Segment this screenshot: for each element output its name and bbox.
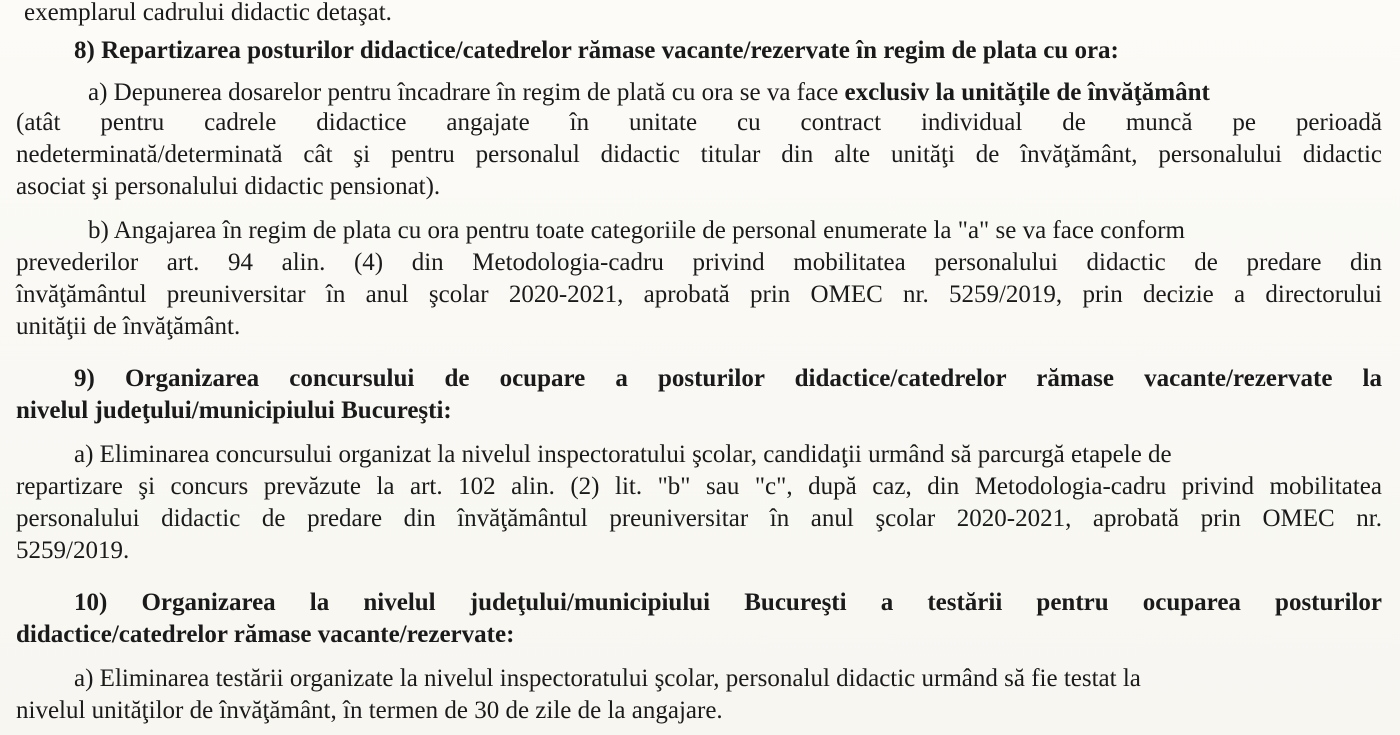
section-9-heading-continued: nivelul judeţului/municipiului Bucureşti: <box>16 397 452 424</box>
section-8-a-text: a) Depunerea dosarelor pentru încadrare în regim de plată cu ora se va face <box>88 79 845 106</box>
section-10-a-line-1: a) Eliminarea testării organizate la nivelul inspectoratului şcolar, personalul didactic urmând să fie testat la <box>74 665 1141 692</box>
text-line: nivelul unităţilor de învăţământ, în termen de 30 de zile de la angajare. <box>16 697 723 724</box>
section-8-b-line-1: b) Angajarea în regim de plata cu ora pentru toate categoriile de personal enumerate la "a" se va face conform <box>88 217 1185 244</box>
section-10-heading-continued: didactice/catedrelor rămase vacante/rezervate: <box>16 621 515 648</box>
text-line: asociat şi personalului didactic pensionat). <box>16 173 441 200</box>
text-line: personalului didactic de predare din învăţământul preuniversitar în anul şcolar 2020-2021, aprobată prin OMEC nr. <box>16 505 1382 532</box>
section-8-a-bold-text: exclusiv la unităţile de învăţământ <box>844 79 1210 106</box>
section-8-a-line-1 <box>88 78 1382 108</box>
section-8-heading: 8) Repartizarea posturilor didactice/catedrelor rămase vacante/rezervate în regim de plata cu ora: <box>74 37 1119 64</box>
text-line: nedeterminată/determinată cât şi pentru personalul didactic titular din alte unităţi de învăţământ, personalului didactic <box>16 141 1382 168</box>
text-line: exemplarul cadrului didactic detaşat. <box>24 0 392 26</box>
section-9-heading: 9) Organizarea concursului de ocupare a posturilor didactice/catedrelor rămase vacante/rezervate la <box>74 365 1382 392</box>
section-10-heading: 10) Organizarea la nivelul judeţului/municipiului Bucureşti a testării pentru ocuparea posturilor <box>74 589 1382 616</box>
text-line: (atât pentru cadrele didactice angajate în unitate cu contract individual de muncă pe perioadă <box>16 109 1382 136</box>
text-line: repartizare şi concurs prevăzute la art. 102 alin. (2) lit. "b" sau "c", după caz, din Metodologia-cadru privind mobilitatea <box>16 473 1382 500</box>
text-line: învăţământul preuniversitar în anul şcolar 2020-2021, aprobată prin OMEC nr. 5259/2019, prin decizie a directorului <box>16 281 1382 308</box>
text-line: prevederilor art. 94 alin. (4) din Metodologia-cadru privind mobilitatea personalului didactic de predare din <box>16 249 1382 276</box>
text-line: 5259/2019. <box>16 537 130 564</box>
section-9-a-line-1: a) Eliminarea concursului organizat la nivelul inspectoratului şcolar, candidaţii urmând să parcurgă etapele de <box>74 441 1172 468</box>
text-line: unităţii de învăţământ. <box>16 313 241 340</box>
